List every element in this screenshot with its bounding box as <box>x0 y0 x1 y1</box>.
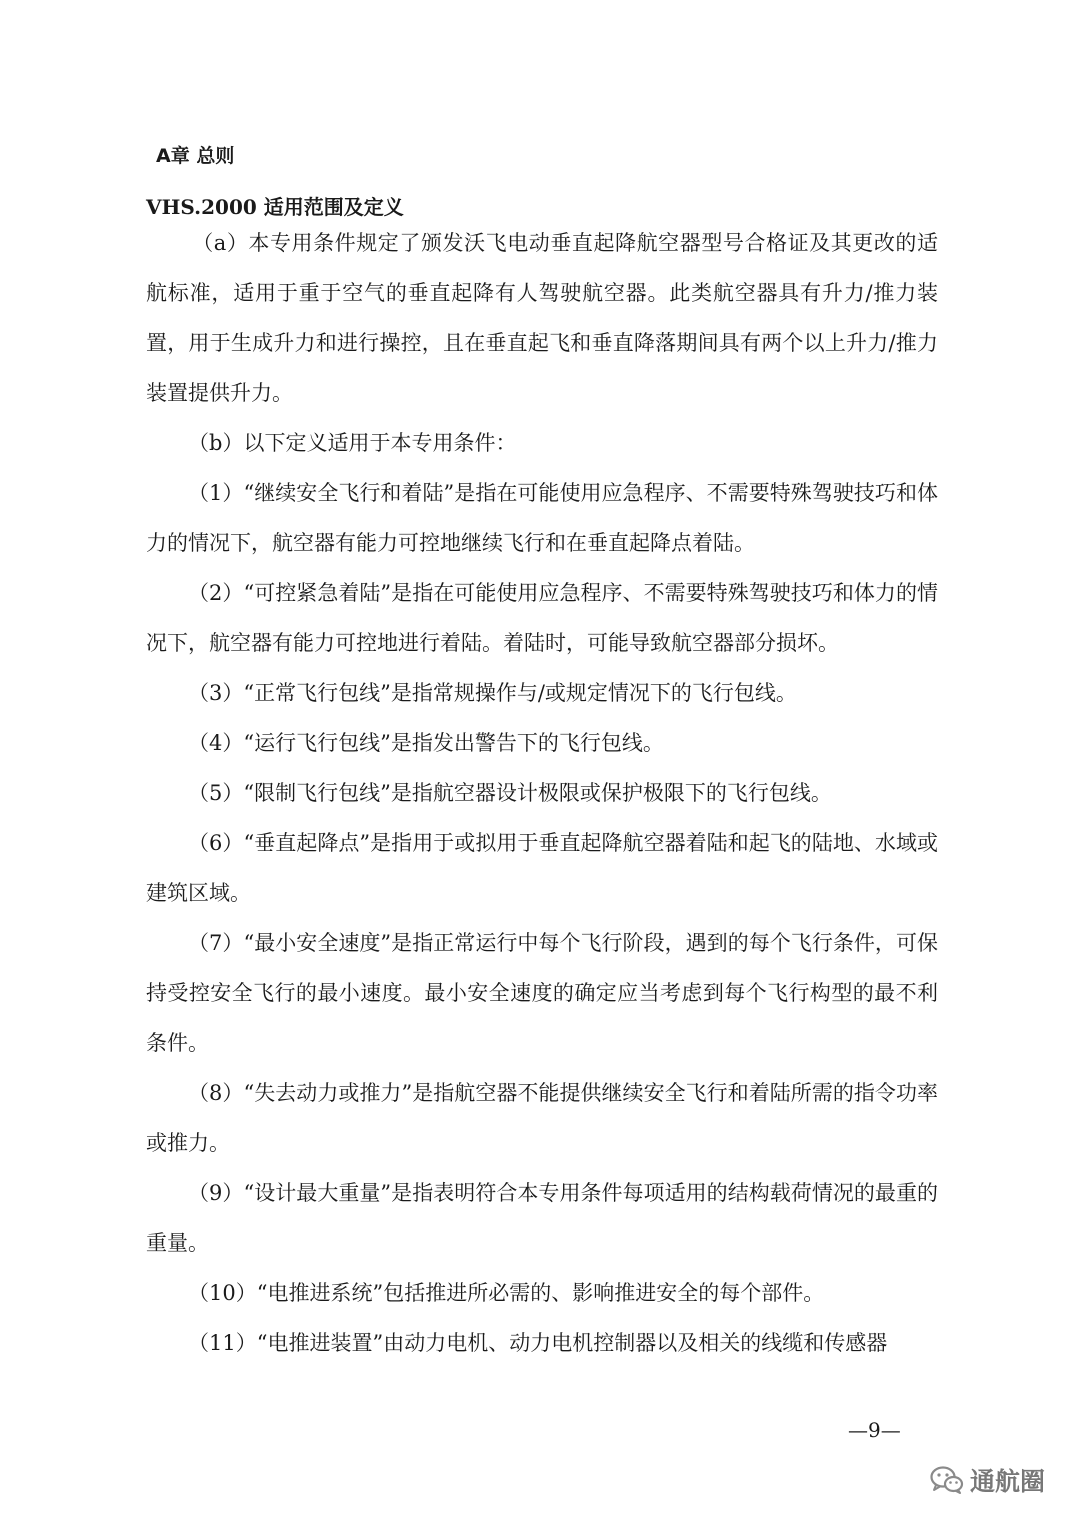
chapter-heading: A章 总则 <box>156 145 235 167</box>
watermark <box>930 1462 1045 1498</box>
definition-2: （2）“可控紧急着陆”是指在可能使用应急程序、不需要特殊驾驶技巧和体力的情况下，航空器有能力可控地进行着陆。着陆时，可能导致航空器部分损坏。 <box>146 581 938 655</box>
definition-5: （5）“限制飞行包线”是指航空器设计极限或保护极限下的飞行包线。 <box>188 781 832 805</box>
definition-10: （10）“电推进系统”包括推进所必需的、影响推进安全的每个部件。 <box>188 1281 825 1305</box>
paragraph-b: （b）以下定义适用于本专用条件： <box>188 431 517 455</box>
wechat-icon <box>930 1466 964 1494</box>
section-heading: VHS.2000 适用范围及定义 <box>146 195 404 219</box>
definition-1: （1）“继续安全飞行和着陆”是指在可能使用应急程序、不需要特殊驾驶技巧和体力的情况下，航空器有能力可控地继续飞行和在垂直起降点着陆。 <box>146 481 938 555</box>
paragraph-a: （a）本专用条件规定了颁发沃飞电动垂直起降航空器型号合格证及其更改的适航标准，适用于重于空气的垂直起降有人驾驶航空器。此类航空器具有升力/推力装置，用于生成升力和进行操控，且在垂直起飞和垂直降落期间具有两个以上升力/推力装置提供升力。 <box>146 231 938 405</box>
definition-9: （9）“设计最大重量”是指表明符合本专用条件每项适用的结构载荷情况的最重的重量。 <box>146 1181 938 1255</box>
definition-6: （6）“垂直起降点”是指用于或拟用于垂直起降航空器着陆和起飞的陆地、水域或建筑区域。 <box>146 831 938 905</box>
definition-11: （11）“电推进装置”由动力电机、动力电机控制器以及相关的线缆和传感器 <box>188 1331 888 1355</box>
definition-8: （8）“失去动力或推力”是指航空器不能提供继续安全飞行和着陆所需的指令功率或推力。 <box>146 1081 938 1155</box>
definition-3: （3）“正常飞行包线”是指常规操作与/或规定情况下的飞行包线。 <box>188 681 797 705</box>
watermark-text: 通航圈 <box>970 1467 1046 1496</box>
page-number: —9— <box>848 1418 901 1442</box>
definition-4: （4）“运行飞行包线”是指发出警告下的飞行包线。 <box>188 731 664 755</box>
definition-7: （7）“最小安全速度”是指正常运行中每个飞行阶段，遇到的每个飞行条件，可保持受控安全飞行的最小速度。最小安全速度的确定应当考虑到每个飞行构型的最不利条件。 <box>146 931 938 1055</box>
